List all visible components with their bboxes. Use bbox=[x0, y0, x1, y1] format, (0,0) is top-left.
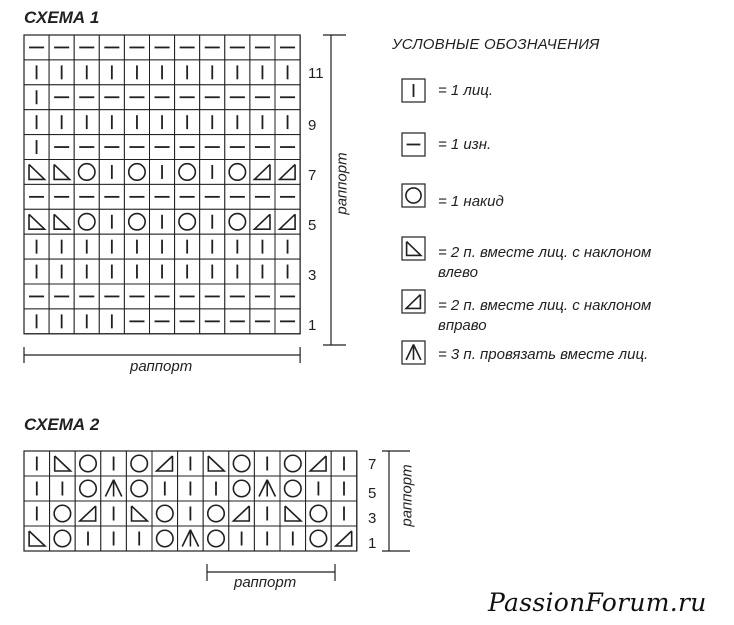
chart-cell bbox=[225, 259, 250, 284]
chart-cell bbox=[200, 135, 225, 160]
chart-cell bbox=[74, 184, 99, 209]
chart-cell bbox=[229, 451, 255, 476]
chart-cell bbox=[152, 451, 178, 476]
chart-cell bbox=[250, 160, 275, 185]
chart-cell bbox=[280, 476, 306, 501]
chart-cell bbox=[74, 35, 99, 60]
chart-cell bbox=[126, 476, 152, 501]
chart-cell bbox=[150, 284, 175, 309]
chart-cell bbox=[150, 35, 175, 60]
chart-cell bbox=[225, 284, 250, 309]
chart-cell bbox=[200, 234, 225, 259]
scheme2-row-label-3: 3 bbox=[368, 510, 377, 527]
chart-cell bbox=[24, 60, 49, 85]
chart-cell bbox=[24, 259, 49, 284]
chart-cell bbox=[99, 160, 124, 185]
chart-cell bbox=[275, 60, 300, 85]
chart-cell bbox=[150, 184, 175, 209]
chart-cell bbox=[124, 60, 149, 85]
chart-cell bbox=[24, 184, 49, 209]
chart-cell bbox=[124, 135, 149, 160]
chart-cell bbox=[175, 60, 200, 85]
scheme2-row-label-7: 7 bbox=[368, 456, 377, 473]
chart-cell bbox=[74, 309, 99, 334]
chart-cell bbox=[101, 526, 127, 551]
chart-cell bbox=[250, 234, 275, 259]
chart-cell bbox=[24, 85, 49, 110]
chart-cell bbox=[75, 526, 101, 551]
scheme1-grid bbox=[24, 35, 300, 334]
chart-cell bbox=[203, 501, 229, 526]
legend-k2tog-left-icon bbox=[402, 237, 425, 260]
chart-cell bbox=[203, 476, 229, 501]
chart-cell bbox=[331, 451, 357, 476]
chart-cell bbox=[74, 110, 99, 135]
chart-cell bbox=[203, 451, 229, 476]
chart-cell bbox=[24, 526, 50, 551]
chart-cell bbox=[150, 209, 175, 234]
chart-cell bbox=[306, 451, 332, 476]
chart-cell bbox=[275, 184, 300, 209]
chart-cell bbox=[74, 85, 99, 110]
chart-cell bbox=[74, 234, 99, 259]
chart-cell bbox=[200, 85, 225, 110]
chart-cell bbox=[101, 501, 127, 526]
chart-cell bbox=[331, 526, 357, 551]
chart-cell bbox=[275, 234, 300, 259]
chart-cell bbox=[275, 35, 300, 60]
chart-cell bbox=[99, 85, 124, 110]
scheme1-row-label-7: 7 bbox=[308, 167, 317, 184]
chart-cell bbox=[50, 501, 76, 526]
chart-cell bbox=[99, 309, 124, 334]
chart-cell bbox=[175, 259, 200, 284]
chart-cell bbox=[124, 35, 149, 60]
chart-cell bbox=[200, 60, 225, 85]
chart-cell bbox=[24, 309, 49, 334]
chart-cell bbox=[49, 110, 74, 135]
chart-cell bbox=[250, 60, 275, 85]
legend-k2tog-right-line2: вправо bbox=[438, 317, 487, 334]
chart-cell bbox=[124, 184, 149, 209]
scheme2-rapport-horizontal: раппорт bbox=[234, 574, 297, 591]
chart-cell bbox=[275, 259, 300, 284]
chart-cell bbox=[124, 160, 149, 185]
chart-cell bbox=[200, 259, 225, 284]
chart-cell bbox=[175, 184, 200, 209]
chart-cell bbox=[250, 135, 275, 160]
chart-cell bbox=[200, 160, 225, 185]
chart-cell bbox=[229, 526, 255, 551]
chart-cell bbox=[175, 209, 200, 234]
chart-cell bbox=[99, 209, 124, 234]
chart-cell bbox=[49, 234, 74, 259]
chart-cell bbox=[152, 526, 178, 551]
chart-cell bbox=[99, 284, 124, 309]
chart-cell bbox=[175, 135, 200, 160]
chart-cell bbox=[75, 451, 101, 476]
chart-cell bbox=[229, 501, 255, 526]
chart-cell bbox=[124, 209, 149, 234]
chart-cell bbox=[203, 526, 229, 551]
scheme1-row-label-5: 5 bbox=[308, 217, 317, 234]
legend-knit-text: = 1 лиц. bbox=[438, 82, 493, 99]
chart-cell bbox=[124, 259, 149, 284]
chart-cell bbox=[254, 526, 280, 551]
chart-cell bbox=[75, 476, 101, 501]
chart-cell bbox=[275, 85, 300, 110]
chart-cell bbox=[24, 35, 49, 60]
chart-cell bbox=[175, 160, 200, 185]
chart-cell bbox=[331, 476, 357, 501]
chart-cell bbox=[178, 526, 204, 551]
chart-cell bbox=[306, 476, 332, 501]
scheme1-row-label-1: 1 bbox=[308, 317, 317, 334]
chart-cell bbox=[254, 501, 280, 526]
chart-cell bbox=[275, 135, 300, 160]
chart-cell bbox=[24, 234, 49, 259]
chart-cell bbox=[175, 35, 200, 60]
chart-cell bbox=[225, 234, 250, 259]
chart-cell bbox=[225, 85, 250, 110]
scheme1-row-label-3: 3 bbox=[308, 267, 317, 284]
chart-cell bbox=[250, 309, 275, 334]
scheme2-title: СХЕМА 2 bbox=[24, 415, 100, 434]
chart-cell bbox=[150, 85, 175, 110]
chart-cell bbox=[275, 309, 300, 334]
scheme1-title: СХЕМА 1 bbox=[24, 8, 100, 27]
chart-cell bbox=[225, 110, 250, 135]
chart-cell bbox=[200, 284, 225, 309]
chart-cell bbox=[275, 284, 300, 309]
scheme2-rapport-vertical: раппорт bbox=[398, 464, 416, 527]
chart-cell bbox=[175, 85, 200, 110]
chart-cell bbox=[99, 135, 124, 160]
chart-cell bbox=[124, 85, 149, 110]
chart-cell bbox=[200, 35, 225, 60]
chart-cell bbox=[126, 451, 152, 476]
chart-cell bbox=[99, 234, 124, 259]
chart-cell bbox=[24, 451, 50, 476]
chart-cell bbox=[99, 259, 124, 284]
chart-cell bbox=[49, 259, 74, 284]
chart-cell bbox=[150, 135, 175, 160]
chart-cell bbox=[250, 209, 275, 234]
chart-cell bbox=[101, 476, 127, 501]
chart-cell bbox=[200, 209, 225, 234]
chart-cell bbox=[49, 160, 74, 185]
chart-cell bbox=[306, 501, 332, 526]
chart-cell bbox=[175, 110, 200, 135]
chart-cell bbox=[175, 284, 200, 309]
chart-cell bbox=[152, 476, 178, 501]
chart-cell bbox=[74, 60, 99, 85]
chart-cell bbox=[250, 184, 275, 209]
chart-cell bbox=[99, 60, 124, 85]
chart-cell bbox=[126, 526, 152, 551]
chart-cell bbox=[99, 110, 124, 135]
chart-cell bbox=[74, 259, 99, 284]
chart-cell bbox=[175, 234, 200, 259]
chart-cell bbox=[126, 501, 152, 526]
legend-k3tog-text: = 3 п. провязать вместе лиц. bbox=[438, 346, 649, 363]
chart-cell bbox=[150, 60, 175, 85]
chart-cell bbox=[225, 309, 250, 334]
chart-cell bbox=[225, 60, 250, 85]
chart-cell bbox=[250, 35, 275, 60]
chart-cell bbox=[250, 284, 275, 309]
chart-cell bbox=[124, 234, 149, 259]
chart-cell bbox=[280, 526, 306, 551]
chart-cell bbox=[50, 526, 76, 551]
legend-k2tog-left-line2: влево bbox=[438, 264, 478, 281]
chart-cell bbox=[49, 309, 74, 334]
chart-cell bbox=[150, 110, 175, 135]
chart-cell bbox=[306, 526, 332, 551]
legend-k2tog-left-line1: = 2 п. вместе лиц. с наклоном bbox=[438, 244, 652, 261]
chart-cell bbox=[200, 309, 225, 334]
scheme2-grid bbox=[24, 451, 357, 551]
chart-cell bbox=[49, 184, 74, 209]
scheme2-row-label-1: 1 bbox=[368, 535, 377, 552]
chart-cell bbox=[49, 284, 74, 309]
chart-cell bbox=[99, 35, 124, 60]
chart-cell bbox=[24, 160, 49, 185]
chart-cell bbox=[49, 209, 74, 234]
chart-cell bbox=[49, 35, 74, 60]
legend-yarn-over-icon bbox=[402, 184, 425, 207]
chart-cell bbox=[49, 135, 74, 160]
chart-cell bbox=[280, 501, 306, 526]
legend-purl-icon bbox=[402, 133, 425, 156]
chart-cell bbox=[124, 110, 149, 135]
scheme1-rapport-horizontal: раппорт bbox=[130, 358, 193, 375]
chart-cell bbox=[150, 234, 175, 259]
chart-cell bbox=[275, 110, 300, 135]
chart-cell bbox=[225, 160, 250, 185]
chart-cell bbox=[200, 110, 225, 135]
chart-cell bbox=[280, 451, 306, 476]
chart-cell bbox=[150, 259, 175, 284]
chart-cell bbox=[24, 110, 49, 135]
chart-cell bbox=[24, 501, 50, 526]
chart-cell bbox=[178, 451, 204, 476]
chart-cell bbox=[225, 209, 250, 234]
chart-cell bbox=[150, 160, 175, 185]
chart-cell bbox=[229, 476, 255, 501]
chart-cell bbox=[152, 501, 178, 526]
chart-cell bbox=[275, 160, 300, 185]
chart-cell bbox=[254, 476, 280, 501]
chart-cell bbox=[99, 184, 124, 209]
legend-k3tog-icon bbox=[402, 341, 425, 364]
chart-cell bbox=[101, 451, 127, 476]
scheme1-rapport-vertical: раппорт bbox=[333, 152, 351, 215]
legend-heading: УСЛОВНЫЕ ОБОЗНАЧЕНИЯ bbox=[392, 36, 600, 53]
chart-cell bbox=[75, 501, 101, 526]
scheme1-row-label-11: 11 bbox=[308, 65, 324, 82]
chart-cell bbox=[150, 309, 175, 334]
chart-cell bbox=[24, 209, 49, 234]
chart-cell bbox=[200, 184, 225, 209]
chart-cell bbox=[225, 135, 250, 160]
chart-cell bbox=[225, 184, 250, 209]
chart-cell bbox=[124, 284, 149, 309]
chart-cell bbox=[74, 160, 99, 185]
chart-cell bbox=[50, 476, 76, 501]
chart-cell bbox=[74, 209, 99, 234]
chart-cell bbox=[49, 85, 74, 110]
chart-cell bbox=[250, 110, 275, 135]
legend-k2tog-right-line1: = 2 п. вместе лиц. с наклоном bbox=[438, 297, 652, 314]
chart-cell bbox=[175, 309, 200, 334]
chart-cell bbox=[49, 60, 74, 85]
chart-cell bbox=[178, 476, 204, 501]
scheme1-row-label-9: 9 bbox=[308, 117, 317, 134]
chart-cell bbox=[124, 309, 149, 334]
legend-knit-icon bbox=[402, 79, 425, 102]
chart-cell bbox=[24, 284, 49, 309]
legend-k2tog-right-icon bbox=[402, 290, 425, 313]
chart-cell bbox=[250, 259, 275, 284]
watermark: PassionForum.ru bbox=[488, 588, 707, 617]
chart-cell bbox=[225, 35, 250, 60]
chart-cell bbox=[331, 501, 357, 526]
chart-cell bbox=[24, 135, 49, 160]
chart-cell bbox=[275, 209, 300, 234]
chart-cell bbox=[24, 476, 50, 501]
chart-cell bbox=[178, 501, 204, 526]
scheme2-row-label-5: 5 bbox=[368, 485, 377, 502]
chart-cell bbox=[74, 284, 99, 309]
chart-cell bbox=[254, 451, 280, 476]
chart-cell bbox=[74, 135, 99, 160]
chart-cell bbox=[50, 451, 76, 476]
chart-cell bbox=[250, 85, 275, 110]
legend-yarn-over-text: = 1 накид bbox=[438, 193, 504, 210]
legend-purl-text: = 1 изн. bbox=[438, 136, 492, 153]
